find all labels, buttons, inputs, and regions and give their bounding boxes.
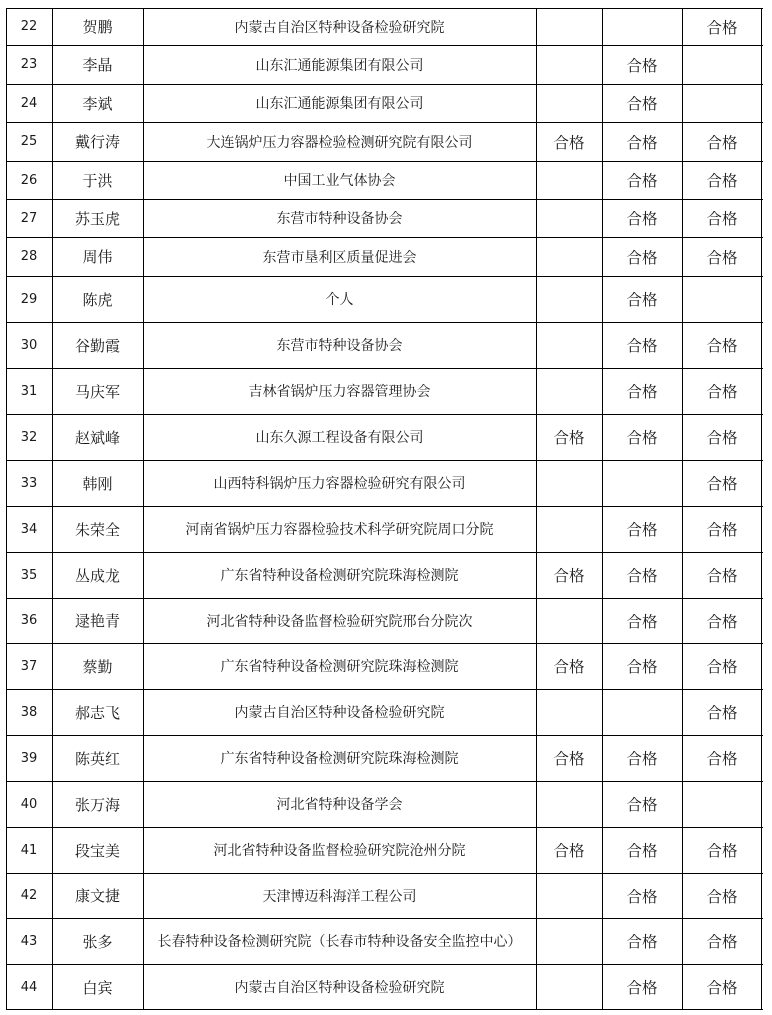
row-number-cell: 26 — [20, 172, 38, 188]
result-3-cell: 合格 — [706, 133, 738, 152]
row-divider — [6, 827, 763, 828]
row-divider — [6, 276, 763, 277]
row-divider — [6, 122, 763, 123]
table-row — [6, 460, 762, 506]
row-number-cell: 27 — [20, 210, 38, 226]
result-2-cell — [602, 8, 682, 45]
result-3-cell: 合格 — [706, 567, 738, 585]
result-1-cell — [536, 964, 602, 1010]
person-name-cell: 韩刚 — [82, 474, 113, 493]
result-2-cell: 合格 — [626, 658, 658, 676]
person-name-cell: 丛成龙 — [74, 566, 120, 585]
column-divider — [536, 8, 537, 1010]
result-1-cell: 合格 — [553, 429, 585, 447]
person-name-cell: 张多 — [82, 932, 113, 951]
table-row — [6, 781, 762, 827]
table-row — [6, 689, 762, 735]
row-number-cell: 41 — [20, 842, 38, 858]
column-divider — [761, 8, 762, 1010]
result-1-cell — [536, 460, 602, 506]
table-row — [6, 735, 762, 781]
table-row — [6, 964, 762, 1010]
row-number-cell: 43 — [20, 933, 38, 949]
row-number-cell: 25 — [20, 134, 38, 149]
column-divider — [6, 8, 7, 1010]
result-3-cell: 合格 — [706, 521, 738, 539]
row-divider — [6, 598, 763, 599]
row-divider — [6, 781, 763, 782]
table-row — [6, 45, 762, 84]
table-row — [6, 368, 762, 414]
table-row — [6, 199, 762, 237]
organization-cell: 山西特科锅炉压力容器检验研究有限公司 — [213, 476, 466, 492]
row-number-cell: 22 — [20, 19, 38, 34]
result-1-cell — [536, 506, 602, 552]
organization-cell: 大连锅炉压力容器检验检测研究院有限公司 — [206, 134, 473, 151]
organization-cell: 内蒙古自治区特种设备检验研究院 — [234, 19, 445, 36]
organization-cell: 河南省锅炉压力容器检验技术科学研究院周口分院 — [185, 522, 494, 538]
row-number-cell: 35 — [20, 567, 38, 583]
person-name-cell: 郝志飞 — [74, 703, 120, 722]
result-2-cell: 合格 — [626, 887, 658, 906]
row-number-cell: 37 — [20, 658, 38, 674]
result-3-cell: 合格 — [706, 383, 738, 401]
organization-cell: 山东久源工程设备有限公司 — [255, 430, 424, 446]
person-name-cell: 白宾 — [82, 978, 113, 997]
table-row — [6, 8, 762, 45]
person-name-cell: 戴行涛 — [74, 133, 120, 151]
organization-cell: 广东省特种设备检测研究院珠海检测院 — [220, 751, 459, 767]
result-2-cell: 合格 — [626, 210, 658, 228]
organization-cell: 广东省特种设备检测研究院珠海检测院 — [220, 568, 459, 584]
row-divider — [6, 689, 763, 690]
result-1-cell — [536, 237, 602, 276]
row-number-cell: 39 — [20, 750, 38, 766]
organization-cell: 内蒙古自治区特种设备检验研究院 — [234, 980, 445, 996]
table-row — [6, 552, 762, 598]
row-divider — [6, 873, 763, 874]
organization-cell: 东营市特种设备协会 — [276, 338, 403, 354]
row-number-cell: 34 — [20, 521, 38, 537]
person-name-cell: 苏玉虎 — [74, 209, 120, 228]
organization-cell: 天津博迈科海洋工程公司 — [262, 888, 417, 905]
result-2-cell: 合格 — [626, 383, 658, 401]
organization-cell: 河北省特种设备监督检验研究院邢台分院次 — [206, 613, 473, 630]
column-divider — [52, 8, 53, 1010]
result-3-cell — [682, 84, 762, 122]
result-2-cell: 合格 — [626, 133, 658, 152]
result-2-cell: 合格 — [626, 56, 658, 75]
result-3-cell: 合格 — [706, 429, 738, 447]
person-name-cell: 段宝美 — [74, 841, 120, 860]
row-divider — [6, 506, 763, 507]
row-number-cell: 40 — [20, 796, 38, 812]
person-name-cell: 逯艳青 — [74, 612, 120, 630]
row-divider — [6, 322, 763, 323]
row-divider — [6, 414, 763, 415]
table-row — [6, 276, 762, 322]
result-3-cell: 合格 — [706, 842, 738, 860]
organization-cell: 东营市特种设备协会 — [276, 211, 403, 227]
row-divider — [6, 161, 763, 162]
row-number-cell: 33 — [20, 475, 38, 491]
result-1-cell: 合格 — [553, 842, 585, 860]
row-divider — [6, 84, 763, 85]
result-1-cell — [536, 781, 602, 827]
organization-cell: 内蒙古自治区特种设备检验研究院 — [234, 705, 445, 721]
person-name-cell: 蔡勤 — [82, 657, 113, 676]
table-row — [6, 161, 762, 199]
row-divider — [6, 460, 763, 461]
person-name-cell: 赵斌峰 — [74, 428, 120, 447]
row-number-cell: 28 — [20, 249, 38, 264]
table-row — [6, 122, 762, 161]
result-1-cell: 合格 — [553, 567, 585, 585]
row-divider — [6, 552, 763, 553]
table-row — [6, 237, 762, 276]
organization-cell: 长春特种设备检测研究院（长春市特种设备安全监控中心） — [157, 934, 522, 950]
result-1-cell — [536, 161, 602, 199]
result-2-cell: 合格 — [626, 95, 658, 113]
result-2-cell: 合格 — [626, 842, 658, 860]
result-1-cell: 合格 — [553, 750, 585, 768]
row-divider — [6, 1009, 763, 1010]
result-1-cell: 合格 — [553, 658, 585, 676]
result-2-cell: 合格 — [626, 750, 658, 768]
row-number-cell: 23 — [20, 57, 38, 72]
row-number-cell: 29 — [20, 291, 38, 307]
result-3-cell: 合格 — [706, 704, 738, 722]
table-row — [6, 414, 762, 460]
result-1-cell — [536, 918, 602, 964]
table-row — [6, 827, 762, 873]
result-1-cell — [536, 276, 602, 322]
person-name-cell: 李晶 — [82, 56, 113, 74]
row-number-cell: 24 — [20, 95, 38, 111]
person-name-cell: 康文捷 — [74, 887, 120, 905]
person-name-cell: 张万海 — [74, 795, 120, 814]
row-number-cell: 42 — [20, 888, 38, 903]
person-name-cell: 李斌 — [82, 94, 113, 113]
result-1-cell — [536, 322, 602, 368]
row-number-cell: 32 — [20, 429, 38, 445]
row-divider — [6, 199, 763, 200]
result-3-cell: 合格 — [706, 172, 738, 190]
result-3-cell — [682, 781, 762, 827]
result-1-cell — [536, 598, 602, 643]
column-divider — [143, 8, 144, 1010]
person-name-cell: 朱荣全 — [74, 520, 120, 539]
result-2-cell: 合格 — [626, 796, 658, 814]
organization-cell: 山东汇通能源集团有限公司 — [255, 57, 424, 74]
person-name-cell: 陈英红 — [74, 749, 120, 768]
result-1-cell — [536, 84, 602, 122]
column-divider — [682, 8, 683, 1010]
organization-cell: 中国工业气体协会 — [283, 173, 396, 189]
organization-cell: 吉林省锅炉压力容器管理协会 — [248, 384, 431, 400]
result-1-cell — [536, 368, 602, 414]
organization-cell: 河北省特种设备监督检验研究院沧州分院 — [213, 843, 466, 859]
result-2-cell: 合格 — [626, 979, 658, 997]
row-number-cell: 44 — [20, 979, 38, 995]
organization-cell: 山东汇通能源集团有限公司 — [255, 96, 424, 112]
row-divider — [6, 643, 763, 644]
result-3-cell: 合格 — [706, 750, 738, 768]
table-row — [6, 506, 762, 552]
result-3-cell: 合格 — [706, 979, 738, 997]
result-2-cell: 合格 — [626, 172, 658, 190]
table-row — [6, 598, 762, 643]
result-3-cell: 合格 — [706, 248, 738, 267]
row-divider — [6, 237, 763, 238]
organization-cell: 广东省特种设备检测研究院珠海检测院 — [220, 659, 459, 675]
result-2-cell — [602, 689, 682, 735]
person-name-cell: 谷勤霞 — [74, 336, 120, 355]
result-3-cell — [682, 45, 762, 84]
row-divider — [6, 735, 763, 736]
result-2-cell: 合格 — [626, 612, 658, 631]
table-row — [6, 873, 762, 918]
table-row — [6, 918, 762, 964]
result-3-cell: 合格 — [706, 337, 738, 355]
result-1-cell — [536, 8, 602, 45]
row-number-cell: 30 — [20, 337, 38, 353]
result-2-cell — [602, 460, 682, 506]
result-2-cell: 合格 — [626, 933, 658, 951]
result-2-cell: 合格 — [626, 337, 658, 355]
result-2-cell: 合格 — [626, 429, 658, 447]
person-name-cell: 贺鹏 — [82, 18, 113, 36]
table-row — [6, 322, 762, 368]
row-number-cell: 38 — [20, 704, 38, 720]
row-number-cell: 36 — [20, 613, 38, 628]
result-3-cell: 合格 — [706, 18, 738, 37]
results-table — [6, 8, 762, 1010]
row-number-cell: 31 — [20, 383, 38, 399]
organization-cell: 东营市垦利区质量促进会 — [262, 249, 417, 266]
result-1-cell — [536, 199, 602, 237]
result-1-cell: 合格 — [553, 133, 585, 152]
person-name-cell: 陈虎 — [82, 290, 113, 309]
result-3-cell — [682, 276, 762, 322]
column-divider — [602, 8, 603, 1010]
result-2-cell: 合格 — [626, 567, 658, 585]
row-divider — [6, 964, 763, 965]
row-divider — [6, 8, 763, 9]
row-divider — [6, 368, 763, 369]
result-3-cell: 合格 — [706, 612, 738, 631]
result-3-cell: 合格 — [706, 933, 738, 951]
result-2-cell: 合格 — [626, 521, 658, 539]
person-name-cell: 周伟 — [82, 248, 113, 266]
result-1-cell — [536, 689, 602, 735]
row-divider — [6, 918, 763, 919]
result-1-cell — [536, 873, 602, 918]
result-2-cell: 合格 — [626, 248, 658, 267]
result-2-cell: 合格 — [626, 291, 658, 309]
table-row — [6, 643, 762, 689]
result-3-cell: 合格 — [706, 887, 738, 906]
result-1-cell — [536, 45, 602, 84]
table-row — [6, 84, 762, 122]
organization-cell: 河北省特种设备学会 — [276, 797, 403, 813]
organization-cell: 个人 — [325, 292, 354, 308]
person-name-cell: 于洪 — [82, 171, 113, 190]
result-3-cell: 合格 — [706, 658, 738, 676]
result-3-cell: 合格 — [706, 210, 738, 228]
result-3-cell: 合格 — [706, 475, 738, 493]
row-divider — [6, 45, 763, 46]
person-name-cell: 马庆军 — [74, 382, 120, 401]
